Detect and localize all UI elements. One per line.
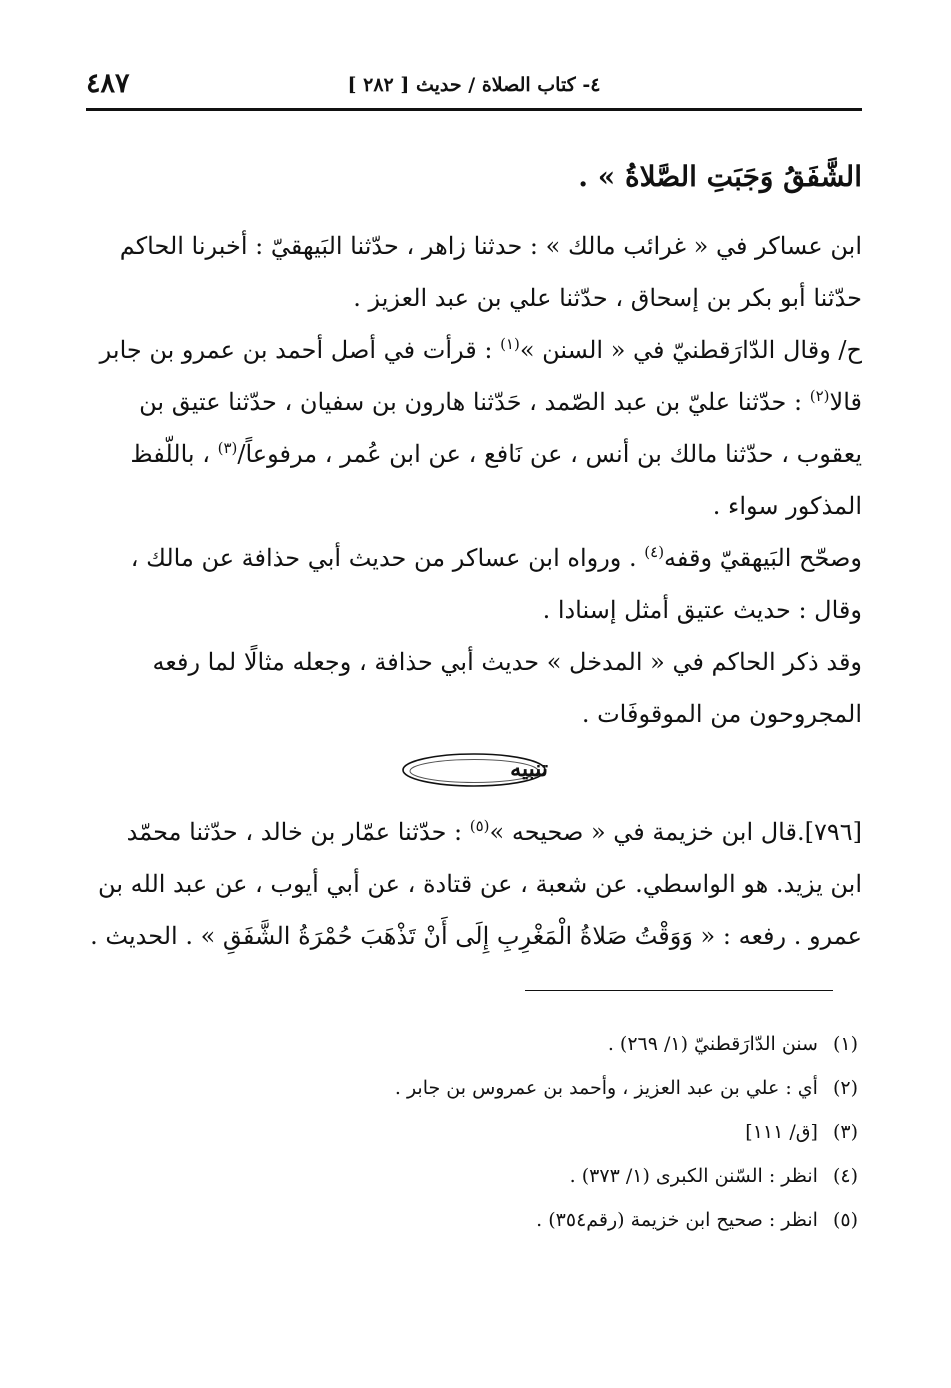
text-segment: عمرو . رفعه : « وَوَقْتُ صَلاةُ الْمَغْرِبِ إِلَى أَنْ تَذْهَبَ حُمْرَةُ الشَّفَقِ » . الحديث . — [90, 922, 862, 950]
text-segment: ابن يزيد. هو الواسطي. عن شعبة ، عن قتادة ، عن أبي أيوب ، عن عبد الله بن — [98, 870, 862, 898]
text-line — [86, 584, 862, 636]
text-segment: : حدّثنا عليّ بن عبد الصّمد ، حَدّثنا هارون بن سفيان ، حدّثنا عتيق بن — [139, 388, 810, 416]
footnote-number: (٥) — [832, 1209, 858, 1231]
text-line — [86, 376, 862, 428]
text-line — [86, 806, 862, 858]
footnote-number: (٤) — [832, 1165, 858, 1187]
text-line — [86, 480, 862, 532]
footnote-divider — [525, 990, 833, 991]
text-line — [86, 532, 862, 584]
text-line — [86, 428, 862, 480]
text-segment: : قرأت في أصل أحمد بن عمرو بن جابر — [99, 336, 501, 364]
chapter-title: ٤- كتاب الصلاة / حديث [ ٢٨٢ ] — [347, 74, 601, 96]
text-segment: : حدّثنا عمّار بن خالد ، حدّثنا محمّد — [126, 818, 470, 846]
text-segment: المذكور سواء . — [712, 492, 862, 520]
main-text — [86, 148, 862, 962]
footnote-item — [86, 1066, 858, 1110]
paragraph-4 — [86, 636, 862, 740]
text-line — [86, 858, 862, 910]
footnote-text: انظر : صحيح ابن خزيمة (رقم٣٥٤) . — [536, 1209, 818, 1231]
footnote-item — [86, 1198, 858, 1242]
footnote-ref[interactable]: (٤) — [644, 543, 665, 561]
footnote-number: (٣) — [832, 1121, 858, 1143]
text-segment: قالا — [829, 388, 862, 416]
text-segment: . ورواه ابن عساكر من حديث أبي حذافة عن مالك ، — [130, 544, 645, 572]
text-segment: ح/ وقال الدّارَقطنيّ في « السنن » — [519, 336, 862, 364]
tanbih-section — [86, 744, 862, 806]
text-line: المجروحون من الموقوفَات . — [581, 700, 862, 728]
text-segment: ، باللّفظ — [130, 440, 218, 468]
paragraph-1 — [86, 220, 862, 324]
footnote-item — [86, 1022, 858, 1066]
paragraph-3 — [86, 532, 862, 636]
paragraph-2 — [86, 324, 862, 532]
footnote-number: (٢) — [832, 1077, 858, 1099]
header-divider — [86, 108, 862, 111]
footnote-text: [ق/ ١١١] — [745, 1121, 818, 1143]
running-header — [86, 66, 862, 106]
text-line: وقد ذكر الحاكم في « المدخل » حديث أبي حذافة ، وجعله مثالًا لما رفعه — [152, 648, 862, 676]
footnote-text: سنن الدّارَقطنيّ (١/ ٢٦٩) . — [607, 1033, 818, 1055]
page-number: ٤٨٧ — [86, 68, 130, 99]
footnote-text: انظر : السّنن الكبرى (١/ ٣٧٣) . — [569, 1165, 818, 1187]
footnote-number: (١) — [832, 1033, 858, 1055]
text-line: حدّثنا أبو بكر بن إسحاق ، حدّثنا علي بن عبد العزيز . — [353, 284, 862, 312]
text-segment: وصحّح البَيهقيّ وقفه — [664, 544, 862, 572]
text-segment: [٧٩٦].قال ابن خزيمة في « صحيحه » — [489, 818, 862, 846]
footnote-text: أي : علي بن عبد العزيز ، وأحمد بن عمروس بن جابر . — [394, 1077, 818, 1099]
text-segment: وقال : حديث عتيق أمثل إسنادا . — [542, 596, 862, 624]
text-segment: يعقوب ، حدّثنا مالك بن أنس ، عن نَافع ، عن ابن عُمر ، مرفوعاً/ — [237, 440, 862, 468]
footnote-ref[interactable]: (٢) — [809, 387, 830, 405]
footnote-item — [86, 1154, 858, 1198]
footnote-ref[interactable]: (١) — [500, 335, 520, 353]
tanbih-heading: تنبيه — [510, 756, 548, 782]
footnote-ref[interactable]: (٣) — [217, 439, 238, 457]
text-line — [86, 910, 862, 962]
text-line: ابن عساكر في « غرائب مالك » : حدثنا زاهر ، حدّثنا البَيهقيّ : أخبرنا الحاكم — [119, 232, 862, 260]
footnote-ref[interactable]: (٥) — [469, 817, 490, 835]
lead-line: الشَّفَقُ وَجَبَتِ الصَّلاةُ » . — [578, 160, 862, 193]
tanbih-ornament — [400, 750, 548, 790]
text-line — [86, 324, 862, 376]
footnote-item — [86, 1110, 858, 1154]
footnotes — [86, 1022, 858, 1242]
paragraph-5 — [86, 806, 862, 962]
